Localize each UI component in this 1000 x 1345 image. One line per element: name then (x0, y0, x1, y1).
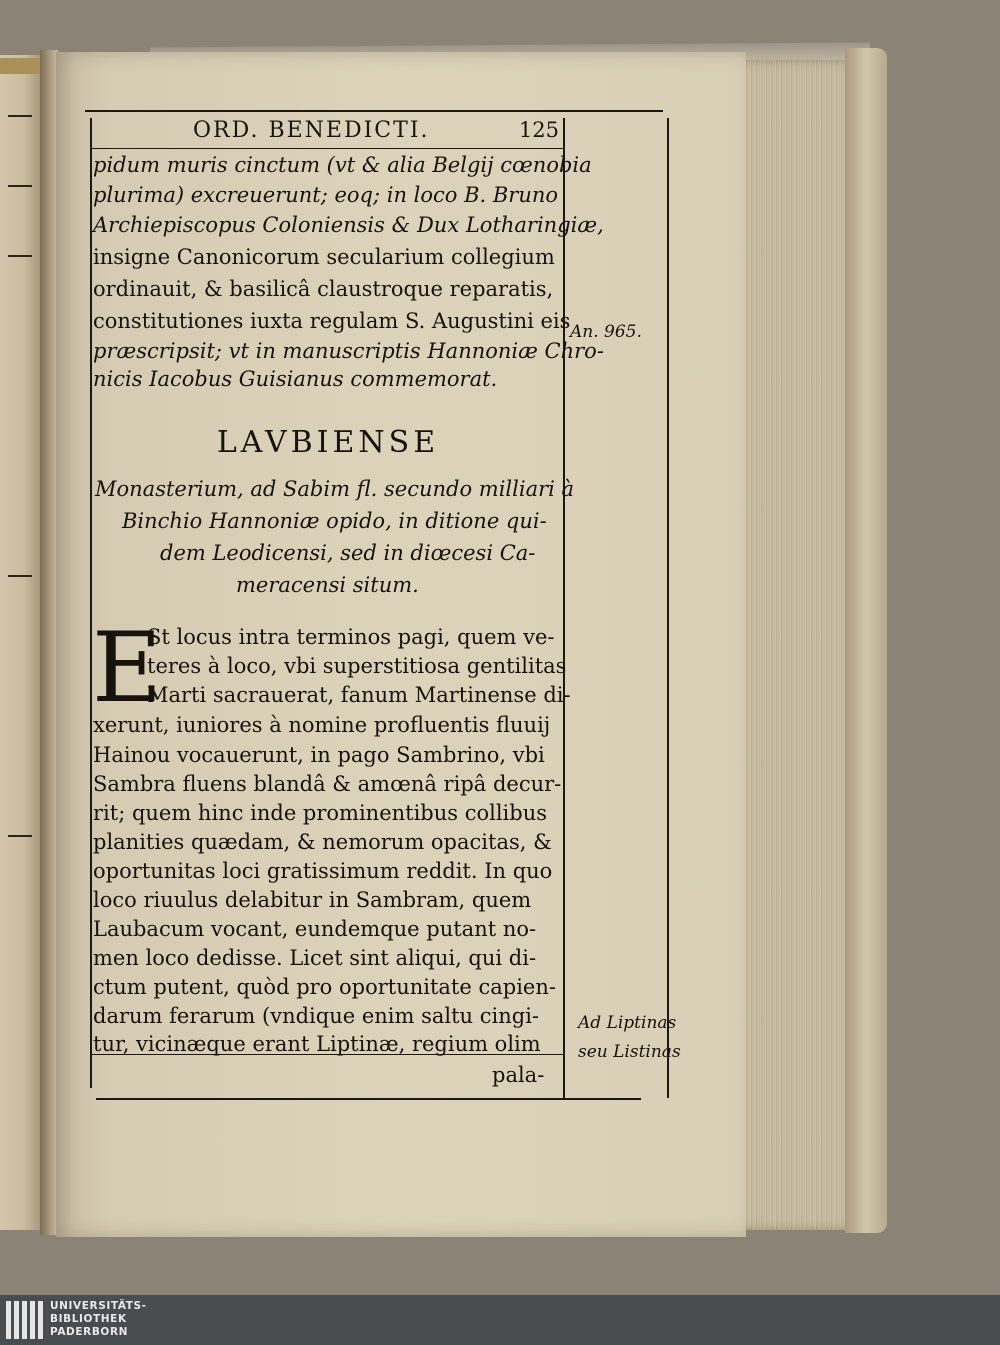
library-name-line: BIBLIOTHEK (50, 1313, 127, 1325)
text-line: Laubacum vocant, eundemque putant no- (93, 917, 537, 941)
outer-right-rule (667, 118, 669, 1098)
text-line: teres à loco, vbi superstitiosa gentilitas (147, 654, 567, 678)
inner-right-rule (563, 118, 565, 1098)
subtitle-line: Monasterium, ad Sabim fl. secundo milliari à (95, 477, 575, 501)
margin-note-year: An. 965. (570, 322, 642, 342)
subtitle-line: meracensi situm. (236, 573, 419, 597)
text-line: insigne Canonicorum secularium collegium (93, 245, 555, 269)
section-heading: LAVBIENSE (216, 425, 440, 460)
text-line: ctum putent, quòd pro oportunitate capien- (93, 975, 556, 999)
left-page-edge (0, 55, 40, 1230)
catchword: pala- (492, 1063, 545, 1087)
head-rule (92, 148, 564, 149)
text-line: rit; quem hinc inde prominentibus collibus (93, 801, 548, 825)
text-line: nicis Iacobus Guisianus commemorat. (93, 367, 498, 391)
library-footer (0, 1295, 1000, 1345)
page-number: 125 (518, 118, 559, 142)
text-line: pidum muris cinctum (vt & alia Belgij cœnobia (93, 153, 592, 177)
text-line: præscripsit; vt in manuscriptis Hannoniæ Chro- (93, 339, 604, 363)
library-name-line: PADERBORN (50, 1326, 129, 1338)
library-logo-icon (6, 1301, 46, 1339)
text-line: oportunitas loci gratissimum reddit. In quo (93, 859, 553, 883)
left-rule (90, 118, 92, 1088)
text-line: planities quædam, & nemorum opacitas, & (93, 830, 552, 854)
running-head (93, 118, 563, 148)
text-line: plurima) excreuerunt; eoq; in loco B. Bruno (93, 183, 559, 207)
text-line: ordinauit, & basilicâ claustroque reparatis, (93, 277, 554, 301)
text-line: Marti sacrauerat, fanum Martinense di- (147, 683, 571, 707)
text-line: men loco dedisse. Licet sint aliqui, qui di- (93, 946, 537, 970)
bottom-rule (96, 1098, 641, 1100)
library-name (50, 1300, 147, 1339)
top-rule (85, 110, 663, 112)
binding-tie (0, 58, 40, 74)
text-line: Archiepiscopus Coloniensis & Dux Lotharingiæ, (93, 213, 604, 237)
text-line: constitutiones iuxta regulam S. Augustini eis (93, 309, 571, 333)
text-line: darum ferarum (vndique enim saltu cingi- (93, 1004, 540, 1028)
subtitle-line: Binchio Hannoniæ opido, in ditione qui- (122, 509, 547, 533)
drop-cap: E (92, 612, 163, 724)
running-head-title: ORD. BENEDICTI. (193, 118, 430, 143)
text-line: loco riuulus delabitur in Sambram, quem (93, 888, 532, 912)
margin-note-place-alt: seu Listinas (578, 1042, 681, 1062)
text-line: Sambra fluens blandâ & amœnâ ripâ decur- (93, 772, 562, 796)
text-line: xerunt, iuniores à nomine profluentis fluuij (93, 713, 551, 737)
subtitle-line: dem Leodicensi, sed in diœcesi Ca- (160, 541, 536, 565)
library-name-line: UNIVERSITÄTS- (50, 1300, 147, 1312)
text-line: tur, vicinæque erant Liptinæ, regium olim (93, 1032, 541, 1056)
margin-note-place: Ad Liptinas (578, 1013, 677, 1033)
book-cover-edge (845, 48, 887, 1233)
text-line: St locus intra terminos pagi, quem ve- (147, 625, 555, 649)
text-line: Hainou vocauerunt, in pago Sambrino, vbi (93, 743, 545, 767)
